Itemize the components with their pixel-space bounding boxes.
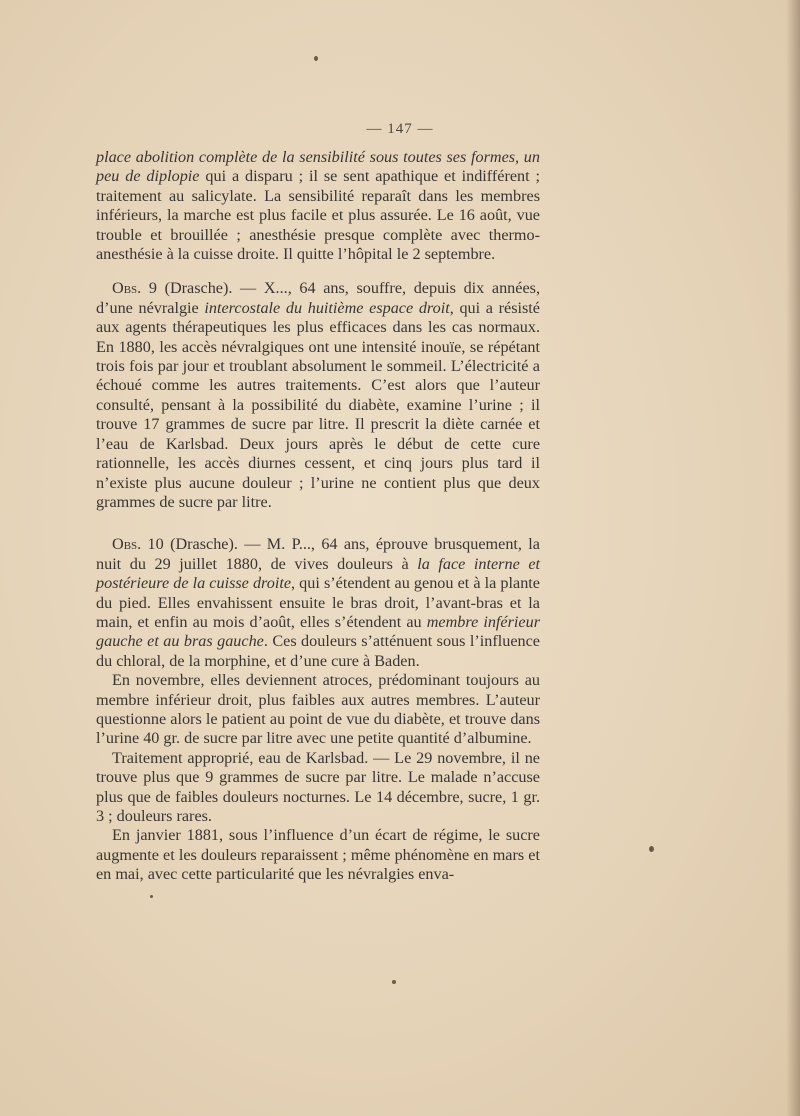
paragraph-continuation	[96, 148, 540, 264]
paragraph-treatment	[96, 749, 540, 827]
text-run: , qui s’étendent au genou et à la plante du pied. Elles envahissent ensuite le bras droit, l’avant-bras et la main, et enfin au mois d’août, elles s’étendent au	[96, 574, 540, 631]
text-run: En novembre, elles deviennent atroces, prédominant toujours au membre inférieur droit, plus faibles aux autres membres. L’auteur questionne alors le patient au point de vue du diabète, et trouve dans l’urine 40 gr. de sucre par litre avec une petite quantité d’albumine.	[96, 671, 540, 748]
paper-speck	[649, 846, 654, 852]
text-run: En janvier 1881, sous l’influence d’un écart de régime, le sucre augmente et les douleurs reparaissent ; même phénomène en mars et en mai, avec cette particularité que les névralgies enva-	[96, 826, 540, 884]
text-run: Traitement approprié, eau de Karlsbad. — Le 29 novembre, il ne trouve plus que 9 grammes de sucre par litre. Le malade n’accuse plus que de faibles douleurs nocturnes. Le 14 décembre, sucre, 1 gr. 3 ; douleurs rares.	[96, 748, 540, 825]
obs-label: Obs.	[112, 535, 142, 554]
paper-speck	[314, 56, 318, 61]
italic-text: intercostale du huitième espace droit	[204, 298, 450, 317]
text-run: 10 (Drasche). — M. P..., 64 ans, éprouve brusquement, la nuit du 29 juillet 1880, de vives douleurs à	[96, 535, 540, 573]
italic-text: place abolition complète de la sensibilité sous toutes ses formes, un peu de diplopie	[96, 148, 540, 186]
page-edge-shadow	[786, 0, 800, 1116]
body-text	[96, 148, 540, 885]
text-run: . Ces douleurs s’atténuent sous l’influence du chloral, de la morphine, et d’une cure à Baden.	[96, 632, 540, 670]
paragraph-obs-10	[96, 535, 540, 671]
paragraph-january-1881	[96, 826, 540, 884]
paper-speck	[392, 980, 396, 984]
text-run: qui a disparu ; il se sent apathique et indifférent ; traitement au salicylate. La sensibilité reparaît dans les membres inférieurs, la marche est plus facile et plus assurée. Le 16 août, vue trouble et brouillée ; anesthésie presque complète avec thermo-anesthésie à la cuisse droite. Il quitte l’hôpital le 2 septembre.	[96, 167, 541, 264]
paragraph-obs-9	[96, 279, 540, 512]
paper-speck	[150, 895, 153, 898]
page-number: — 147 —	[366, 121, 434, 137]
obs-label: Obs.	[112, 279, 142, 298]
text-run: 9 (Drasche). — X..., 64 ans, souffre, depuis dix années, d’une névralgie	[96, 279, 540, 317]
paragraph-november	[96, 671, 540, 749]
italic-text: la face interne et postérieure de la cuisse droite	[96, 554, 540, 593]
text-run: , qui a résisté aux agents thérapeutiques les plus efficaces dans les cas normaux. En 1880, les accès névralgiques ont une intensité inouïe, se répétant trois fois par jour et troublant absolument le sommeil. L’électricité a échoué comme les autres traitements. C’est alors que l’auteur consulté, pensant à la possibilité du diabète, examine l’urine ; il trouve 17 grammes de sucre par litre. Il prescrit la diète carnée et l’eau de Karlsbad. Deux jours après le début de cette cure rationnelle, les accès diurnes cessent, et cinq jours plus tard il n’existe plus aucune douleur ; l’urine ne contient plus que deux grammes de sucre par litre.	[96, 298, 540, 511]
italic-text: membre inférieur gauche et au bras gauche	[96, 612, 540, 651]
